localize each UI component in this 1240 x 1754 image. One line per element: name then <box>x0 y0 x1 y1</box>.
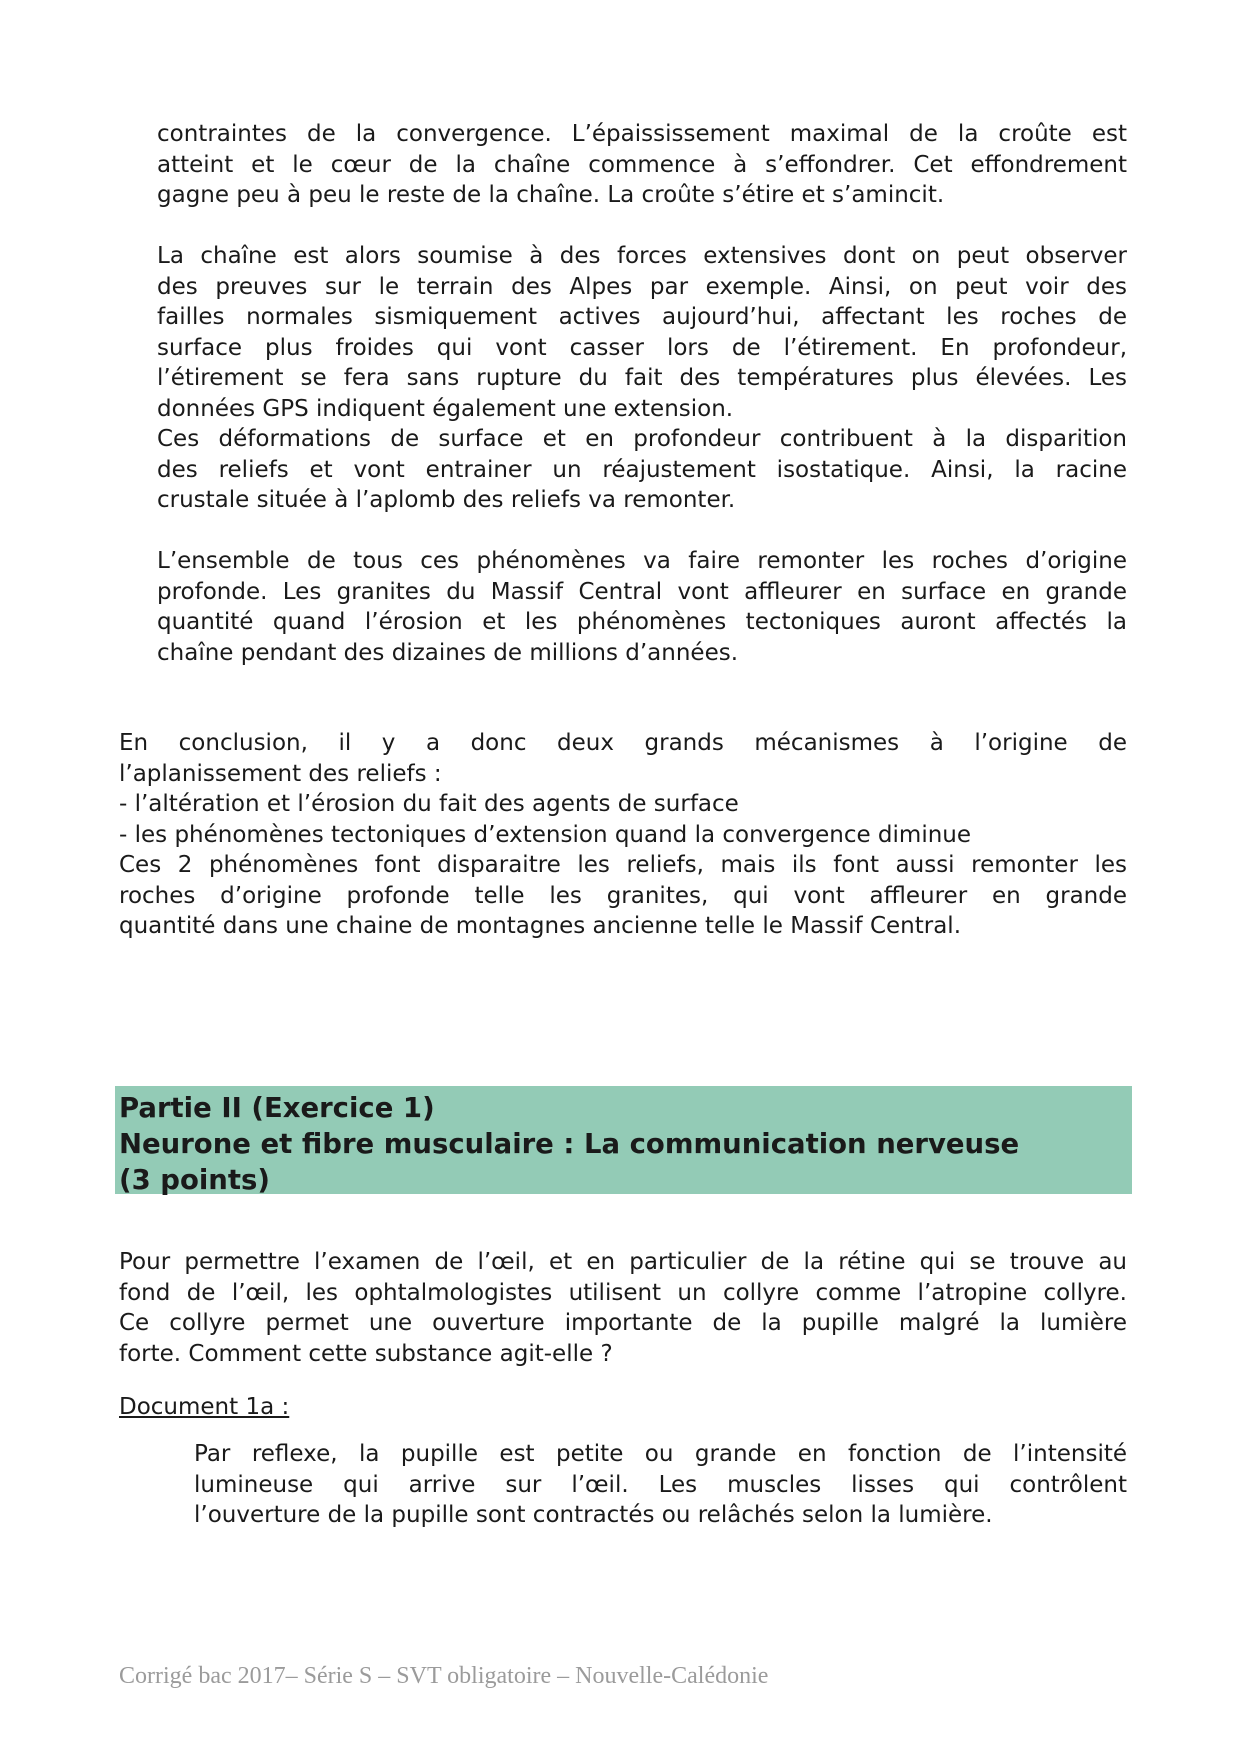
text-line: profonde. Les granites du Massif Central vont affleurer en surface en grande <box>157 578 1127 605</box>
document-label: Document 1a : <box>119 1394 290 1420</box>
text-line: crustale située à l’aplomb des reliefs va remonter. <box>157 487 736 513</box>
text-line: Pour permettre l’examen de l’œil, et en particulier de la rétine qui se trouve au <box>119 1249 1127 1275</box>
text-line: lumineuse qui arrive sur l’œil. Les muscles lisses qui contrôlent <box>194 1471 1127 1498</box>
text-line: contraintes de la convergence. L’épaississement maximal de la croûte est <box>157 121 1127 147</box>
paragraph-conclusion <box>119 728 1127 942</box>
text-line: En conclusion, il y a donc deux grands mécanismes à l’origine de <box>119 730 1127 756</box>
text-line: La chaîne est alors soumise à des forces extensives dont on peut observer <box>157 243 1127 269</box>
paragraph-ensemble-phenomenes <box>157 546 1127 668</box>
paragraph-forces-extensives <box>157 241 1127 516</box>
text-line: failles normales sismiquement actives aujourd’hui, affectant les roches de <box>157 304 1127 330</box>
text-line: chaîne pendant des dizaines de millions d’années. <box>157 639 739 666</box>
text-line: Ce collyre permet une ouverture importante de la pupille malgré la lumière <box>119 1310 1127 1336</box>
text-line: quantité dans une chaine de montagnes ancienne telle le Massif Central. <box>119 913 962 939</box>
section-header-title <box>119 1090 1129 1198</box>
list-item: - les phénomènes tectoniques d’extension quand la convergence diminue <box>119 821 972 848</box>
text-line: des reliefs et vont entrainer un réajustement isostatique. Ainsi, la racine <box>157 456 1127 483</box>
text-line: atteint et le cœur de la chaîne commence à s’effondrer. Cet effondrement <box>157 151 1127 178</box>
page-footer: Corrigé bac 2017– Série S – SVT obligatoire – Nouvelle-Calédonie <box>119 1663 769 1689</box>
section-title-line: Neurone et fibre musculaire : La communication nerveuse <box>119 1128 1020 1160</box>
section-title-line: Partie II (Exercice 1) <box>119 1092 435 1124</box>
text-line: des preuves sur le terrain des Alpes par exemple. Ainsi, on peut voir des <box>157 273 1127 300</box>
text-line: l’ouverture de la pupille sont contractés ou relâchés selon la lumière. <box>194 1502 993 1528</box>
text-line: Ces déformations de surface et en profondeur contribuent à la disparition <box>157 426 1127 452</box>
text-line: quantité quand l’érosion et les phénomènes tectoniques auront affectés la <box>157 609 1127 635</box>
paragraph-intro <box>119 1247 1127 1369</box>
text-line: roches d’origine profonde telle les granites, qui vont affleurer en grande <box>119 882 1127 909</box>
paragraph-effondrement <box>157 119 1127 211</box>
document-text <box>194 1439 1127 1531</box>
text-line: Par reflexe, la pupille est petite ou grande en fonction de l’intensité <box>194 1441 1127 1467</box>
text-line: l’étirement se fera sans rupture du fait des températures plus élevées. Les <box>157 365 1127 391</box>
text-line: surface plus froides qui vont casser lors de l’étirement. En profondeur, <box>157 334 1127 361</box>
list-item: - l’altération et l’érosion du fait des agents de surface <box>119 791 739 817</box>
text-line: gagne peu à peu le reste de la chaîne. La croûte s’étire et s’amincit. <box>157 182 945 208</box>
text-line: données GPS indiquent également une extension. <box>157 395 734 422</box>
section-title-line: (3 points) <box>119 1164 270 1196</box>
text-line: Ces 2 phénomènes font disparaitre les reliefs, mais ils font aussi remonter les <box>119 852 1127 878</box>
text-line: fond de l’œil, les ophtalmologistes utilisent un collyre comme l’atropine collyre. <box>119 1279 1127 1306</box>
text-line: l’aplanissement des reliefs : <box>119 760 442 787</box>
text-line: forte. Comment cette substance agit-elle ? <box>119 1340 613 1367</box>
text-line: L’ensemble de tous ces phénomènes va faire remonter les roches d’origine <box>157 548 1127 574</box>
